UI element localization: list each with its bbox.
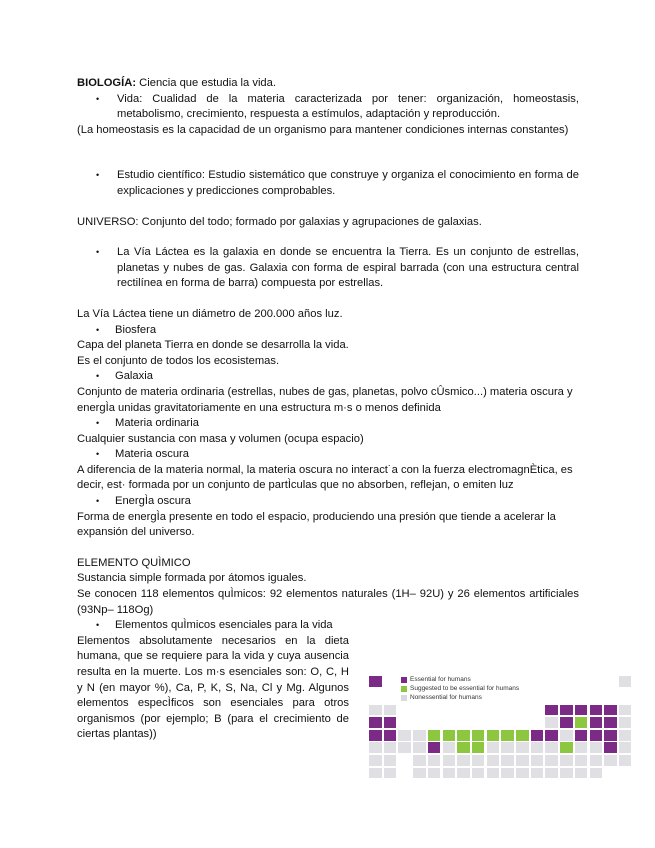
periodic-table-cell [545, 755, 558, 766]
periodic-table-cell [516, 730, 529, 741]
periodic-table-cell [384, 705, 397, 716]
legend-essential: Essential for humans [401, 675, 519, 684]
periodic-table-cell [472, 730, 485, 741]
periodic-table-cell [604, 705, 617, 716]
periodic-table-cell [545, 742, 558, 753]
periodic-table-cell [369, 676, 382, 687]
bullet-dot: • [96, 247, 100, 258]
bullet-dot: • [96, 496, 100, 507]
periodic-table-cell [590, 742, 603, 753]
periodic-table-cell [384, 768, 397, 779]
bullet-biosfera [77, 323, 579, 339]
periodic-table-cell [531, 755, 544, 766]
periodic-table-cell [457, 730, 470, 741]
periodic-table-cell [487, 768, 500, 779]
periodic-table-cell [369, 730, 382, 741]
periodic-table-cell [457, 755, 470, 766]
periodic-table-cell [369, 705, 382, 716]
bullet-dot: • [96, 93, 100, 104]
periodic-table-cell [443, 742, 456, 753]
periodic-table-cell [384, 742, 397, 753]
bullet-estudio [77, 168, 579, 199]
biosfera-def2: Es el conjunto de todos los ecosistemas. [77, 354, 280, 367]
periodic-table-cell [560, 730, 573, 741]
bullet-dot: • [96, 449, 100, 460]
legend-nonessential: Nonessential for humans [401, 693, 519, 702]
periodic-table-cell [443, 755, 456, 766]
periodic-table-legend [401, 675, 519, 702]
periodic-table-cell [590, 730, 603, 741]
periodic-table-cell [575, 717, 588, 728]
periodic-table-cell [472, 742, 485, 753]
via-lactea-text: La Vía Láctea es la galaxia en donde se encuentra la Tierra. Es un conjunto de estrellas, planetas y nubes de gas. Galaxia con forma de espiral barrada (con una estructura central rectilínea en forma de barra) compuesta por estrellas. [117, 246, 579, 290]
periodic-table-cell [575, 730, 588, 741]
periodic-table-cell [560, 742, 573, 753]
periodic-table-cell [560, 717, 573, 728]
biologia-def: Ciencia que estudia la vida. [136, 77, 276, 89]
periodic-table-cell [590, 768, 603, 779]
esenciales-label: Elementos quÌmicos esenciales para la vida [115, 619, 333, 632]
periodic-table-cell [384, 755, 397, 766]
periodic-table-cell [501, 768, 514, 779]
materia-oscura-def: A diferencia de la materia normal, la materia oscura no interact˙a con la fuerza electromagnÈtica, es decir, est· formada por un conjunto de partÌculas que no absorben, reflejan, o emiten luz [77, 463, 573, 492]
materia-ordinaria-label: Materia ordinaria [115, 417, 199, 430]
periodic-table-cell [575, 768, 588, 779]
periodic-table-cell [413, 768, 426, 779]
periodic-table-cell [413, 742, 426, 753]
biosfera-def1: Capa del planeta Tierra en donde se desarrolla la vida. [77, 339, 349, 352]
periodic-table-cell [590, 755, 603, 766]
periodic-table-cell [369, 768, 382, 779]
periodic-table-cell [545, 705, 558, 716]
periodic-table-cell [369, 742, 382, 753]
elemento-conocen: Se conocen 118 elementos quÌmicos: 92 elementos naturales (1H– 92U) y 26 elementos artificiales (93Np– 118Og) [77, 588, 579, 616]
periodic-table-cell [545, 717, 558, 728]
periodic-table-cell [501, 730, 514, 741]
periodic-table-cell [531, 730, 544, 741]
periodic-table-cell [604, 717, 617, 728]
periodic-table-cell [487, 755, 500, 766]
universo-def: UNIVERSO: Conjunto del todo; formado por galaxias y agrupaciones de galaxias. [77, 215, 482, 228]
elemento-title: ELEMENTO QUÌMICO [77, 556, 191, 569]
biosfera-label: Biosfera [115, 323, 157, 336]
bullet-dot: • [96, 620, 100, 631]
periodic-table-cell [428, 755, 441, 766]
bullet-dot: • [96, 418, 100, 429]
periodic-table-cell [560, 768, 573, 779]
bullet-vida [77, 92, 579, 123]
bullet-dot: • [96, 324, 100, 335]
periodic-table-cell [472, 768, 485, 779]
periodic-table-cell [487, 742, 500, 753]
periodic-table-cell [501, 742, 514, 753]
periodic-table-cell [619, 705, 632, 716]
bullet-dot: • [96, 170, 100, 181]
periodic-table-cell [384, 730, 397, 741]
periodic-table-cell [398, 742, 411, 753]
periodic-table-cell [560, 705, 573, 716]
periodic-table-cell [619, 717, 632, 728]
periodic-table-cell [545, 768, 558, 779]
periodic-table-cell [516, 768, 529, 779]
biologia-heading [77, 76, 579, 92]
periodic-table-cell [590, 717, 603, 728]
materia-ordinaria-def: Cualquier sustancia con masa y volumen (ocupa espacio) [77, 432, 364, 445]
periodic-table-cell [413, 755, 426, 766]
periodic-table-cell [516, 755, 529, 766]
periodic-table-cell [428, 768, 441, 779]
periodic-table-cell [369, 755, 382, 766]
bullet-esenciales [77, 618, 579, 634]
bullet-energia-oscura [77, 494, 579, 510]
galaxia-def: Conjunto de materia ordinaria (estrellas, nubes de gas, planetas, polvo cÛsmico...) materia oscura y energÌa unidas gravitatoriamente en una estructura m·s o menos definida [77, 385, 573, 414]
periodic-table-cell [604, 742, 617, 753]
periodic-table-cell [428, 730, 441, 741]
bullet-materia-oscura [77, 447, 579, 463]
periodic-table-cell [428, 742, 441, 753]
periodic-table-cell [501, 755, 514, 766]
bullet-via-lactea [77, 245, 579, 292]
galaxia-label: Galaxia [115, 370, 153, 383]
document-page [77, 76, 579, 743]
periodic-table-cell [545, 730, 558, 741]
periodic-table-cell [604, 730, 617, 741]
periodic-table-cell [384, 717, 397, 728]
periodic-table-cell [590, 705, 603, 716]
periodic-table-cell [531, 768, 544, 779]
periodic-table-cell [619, 730, 632, 741]
periodic-table-cell [619, 676, 632, 687]
esenciales-text: Elementos absolutamente necesarios en la dieta humana, que se requiere para la vida y cuya ausencia resulta en la muerte. Los m·s esenciales son: O, C, H y N (en mayor %), Ca, P, K, S, Na, Cl y Mg. Algunos elementos especÌficos son esenciales para otros organismos (por ejemplo; B (para el crecimiento de ciertas plantas)) [77, 634, 349, 741]
periodic-table-cell [472, 755, 485, 766]
vida-text: Vida: Cualidad de la materia caracterizada por tener: organización, homeostasis, metabolismo, crecimiento, respuesta a estímulos, adaptación y reproducción. [117, 92, 579, 121]
periodic-table-cell [369, 717, 382, 728]
periodic-table-cell [575, 755, 588, 766]
periodic-table-cell [443, 730, 456, 741]
periodic-table-cell [575, 742, 588, 753]
bullet-galaxia [77, 369, 579, 385]
periodic-table-cell [575, 705, 588, 716]
periodic-table-cell [413, 730, 426, 741]
periodic-table-cell [457, 742, 470, 753]
periodic-table-cell [619, 742, 632, 753]
diametro-text: La Vía Láctea tiene un diámetro de 200.000 años luz. [77, 307, 343, 320]
energia-oscura-def: Forma de energÌa presente en todo el espacio, produciendo una presión que tiende a acelerar la expansión del universo. [77, 510, 556, 539]
estudio-text: Estudio científico: Estudio sistemático que construye y organiza el conocimiento en forma de explicaciones y predicciones comprobables. [117, 169, 579, 197]
periodic-table-cell [619, 755, 632, 766]
periodic-table-cell [531, 742, 544, 753]
periodic-table-cell [457, 768, 470, 779]
bullet-materia-ordinaria [77, 416, 579, 432]
legend-suggested: Suggested to be essential for humans [401, 684, 519, 693]
periodic-table-cell [487, 730, 500, 741]
periodic-table-cell [516, 742, 529, 753]
bullet-dot: • [96, 371, 100, 382]
materia-oscura-label: Materia oscura [115, 448, 189, 461]
energia-oscura-label: EnergÌa oscura [115, 495, 191, 508]
elemento-def: Sustancia simple formada por átomos iguales. [77, 572, 307, 585]
periodic-table-cell [560, 755, 573, 766]
homeostasis-note: (La homeostasis es la capacidad de un organismo para mantener condiciones internas constantes) [77, 123, 569, 136]
periodic-table-cell [604, 755, 617, 766]
periodic-table-cell [398, 730, 411, 741]
biologia-term: BIOLOGÍA: [77, 77, 137, 89]
periodic-table-image [363, 671, 645, 791]
periodic-table-cell [443, 768, 456, 779]
